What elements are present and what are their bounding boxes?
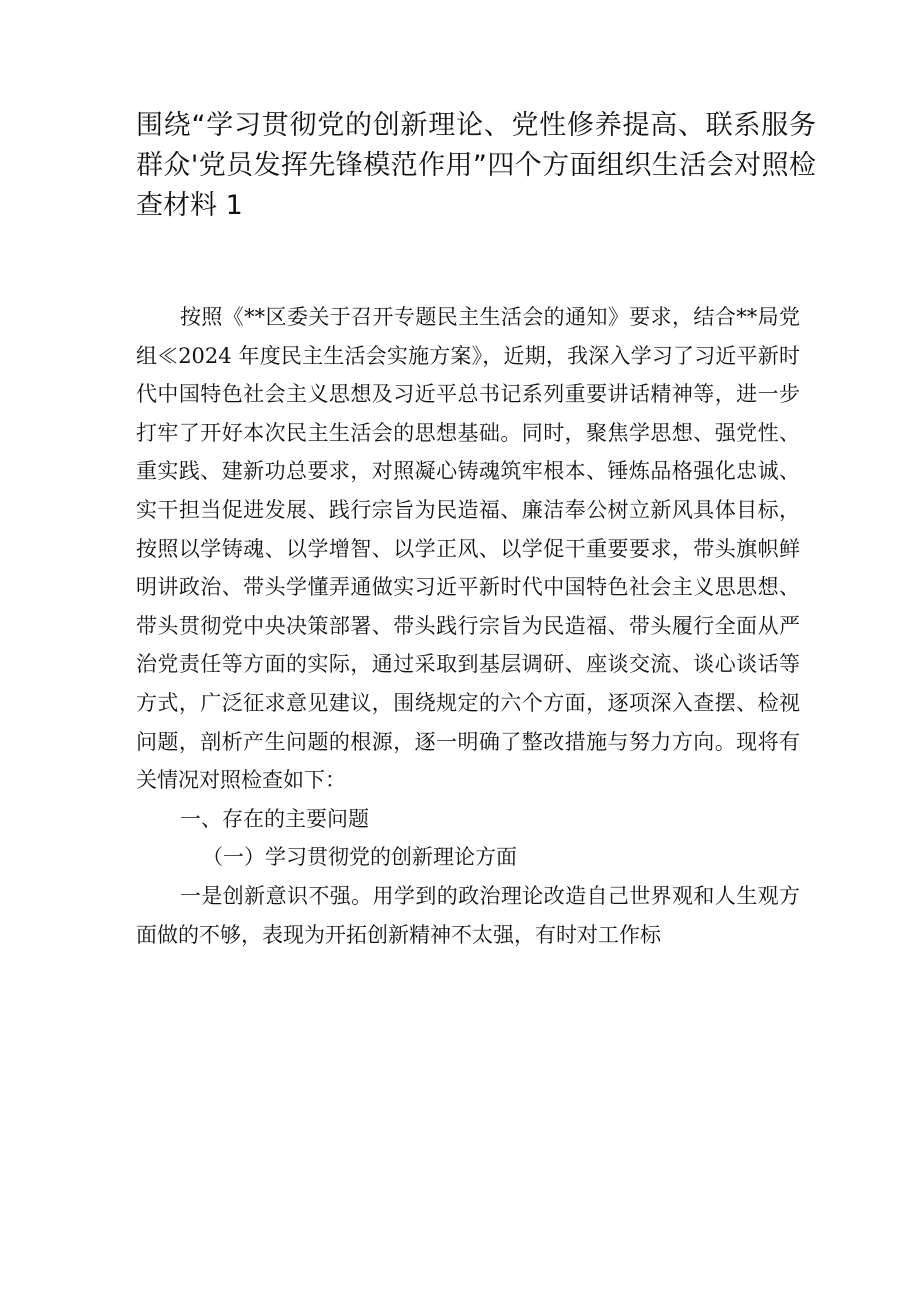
intro-paragraph: 按照《**区委关于召开专题民主生活会的通知》要求，结合**局党组≪2024 年度民主生活会实施方案》，近期，我深入学习了习近平新时代中国特色社会主义思想及习近平总书记系列重要讲话精神等，进一步打牢了开好本次民主生活会的思想基础。同时，聚焦学思想、强党性、重实践、建新功总要求，对照凝心铸魂筑牢根本、锤炼品格强化忠诚、实干担当促进发展、践行宗旨为民造福、廉洁奉公树立新风具体目标，按照以学铸魂、以学增智、以学正风、以学促干重要要求，带头旗帜鲜明讲政治、带头学懂弄通做实习近平新时代中国特色社会主义思思想、带头贯彻党中央决策部署、带头践行宗旨为民造福、带头履行全面从严治党责任等方面的实际，通过采取到基层调研、座谈交流、谈心谈话等方式，广泛征求意见建议，围绕规定的六个方面，逐项深入查摆、检视问题，剖析产生问题的根源，逐一明确了整改措施与努力方向。现将有关情况对照检查如下：: [136, 305, 800, 793]
document-body: [136, 298, 800, 954]
subsection-heading: （一）学习贯彻党的创新理论方面: [202, 845, 517, 870]
point-paragraph: 一是创新意识不强。用学到的政治理论改造自己世界观和人生观方面做的不够，表现为开拓创新精神不太强，有时对工作标: [136, 883, 800, 947]
title-line-3: 查材料 1: [136, 190, 243, 221]
document-title: [136, 106, 816, 226]
section-heading: 一、存在的主要问题: [180, 806, 369, 831]
title-line-2: 群众'党员发挥先锋模范作用”四个方面组织生活会对照检: [136, 150, 816, 181]
title-line-1: 围绕“学习贯彻党的创新理论、党性修养提高、联系服务: [136, 110, 816, 141]
